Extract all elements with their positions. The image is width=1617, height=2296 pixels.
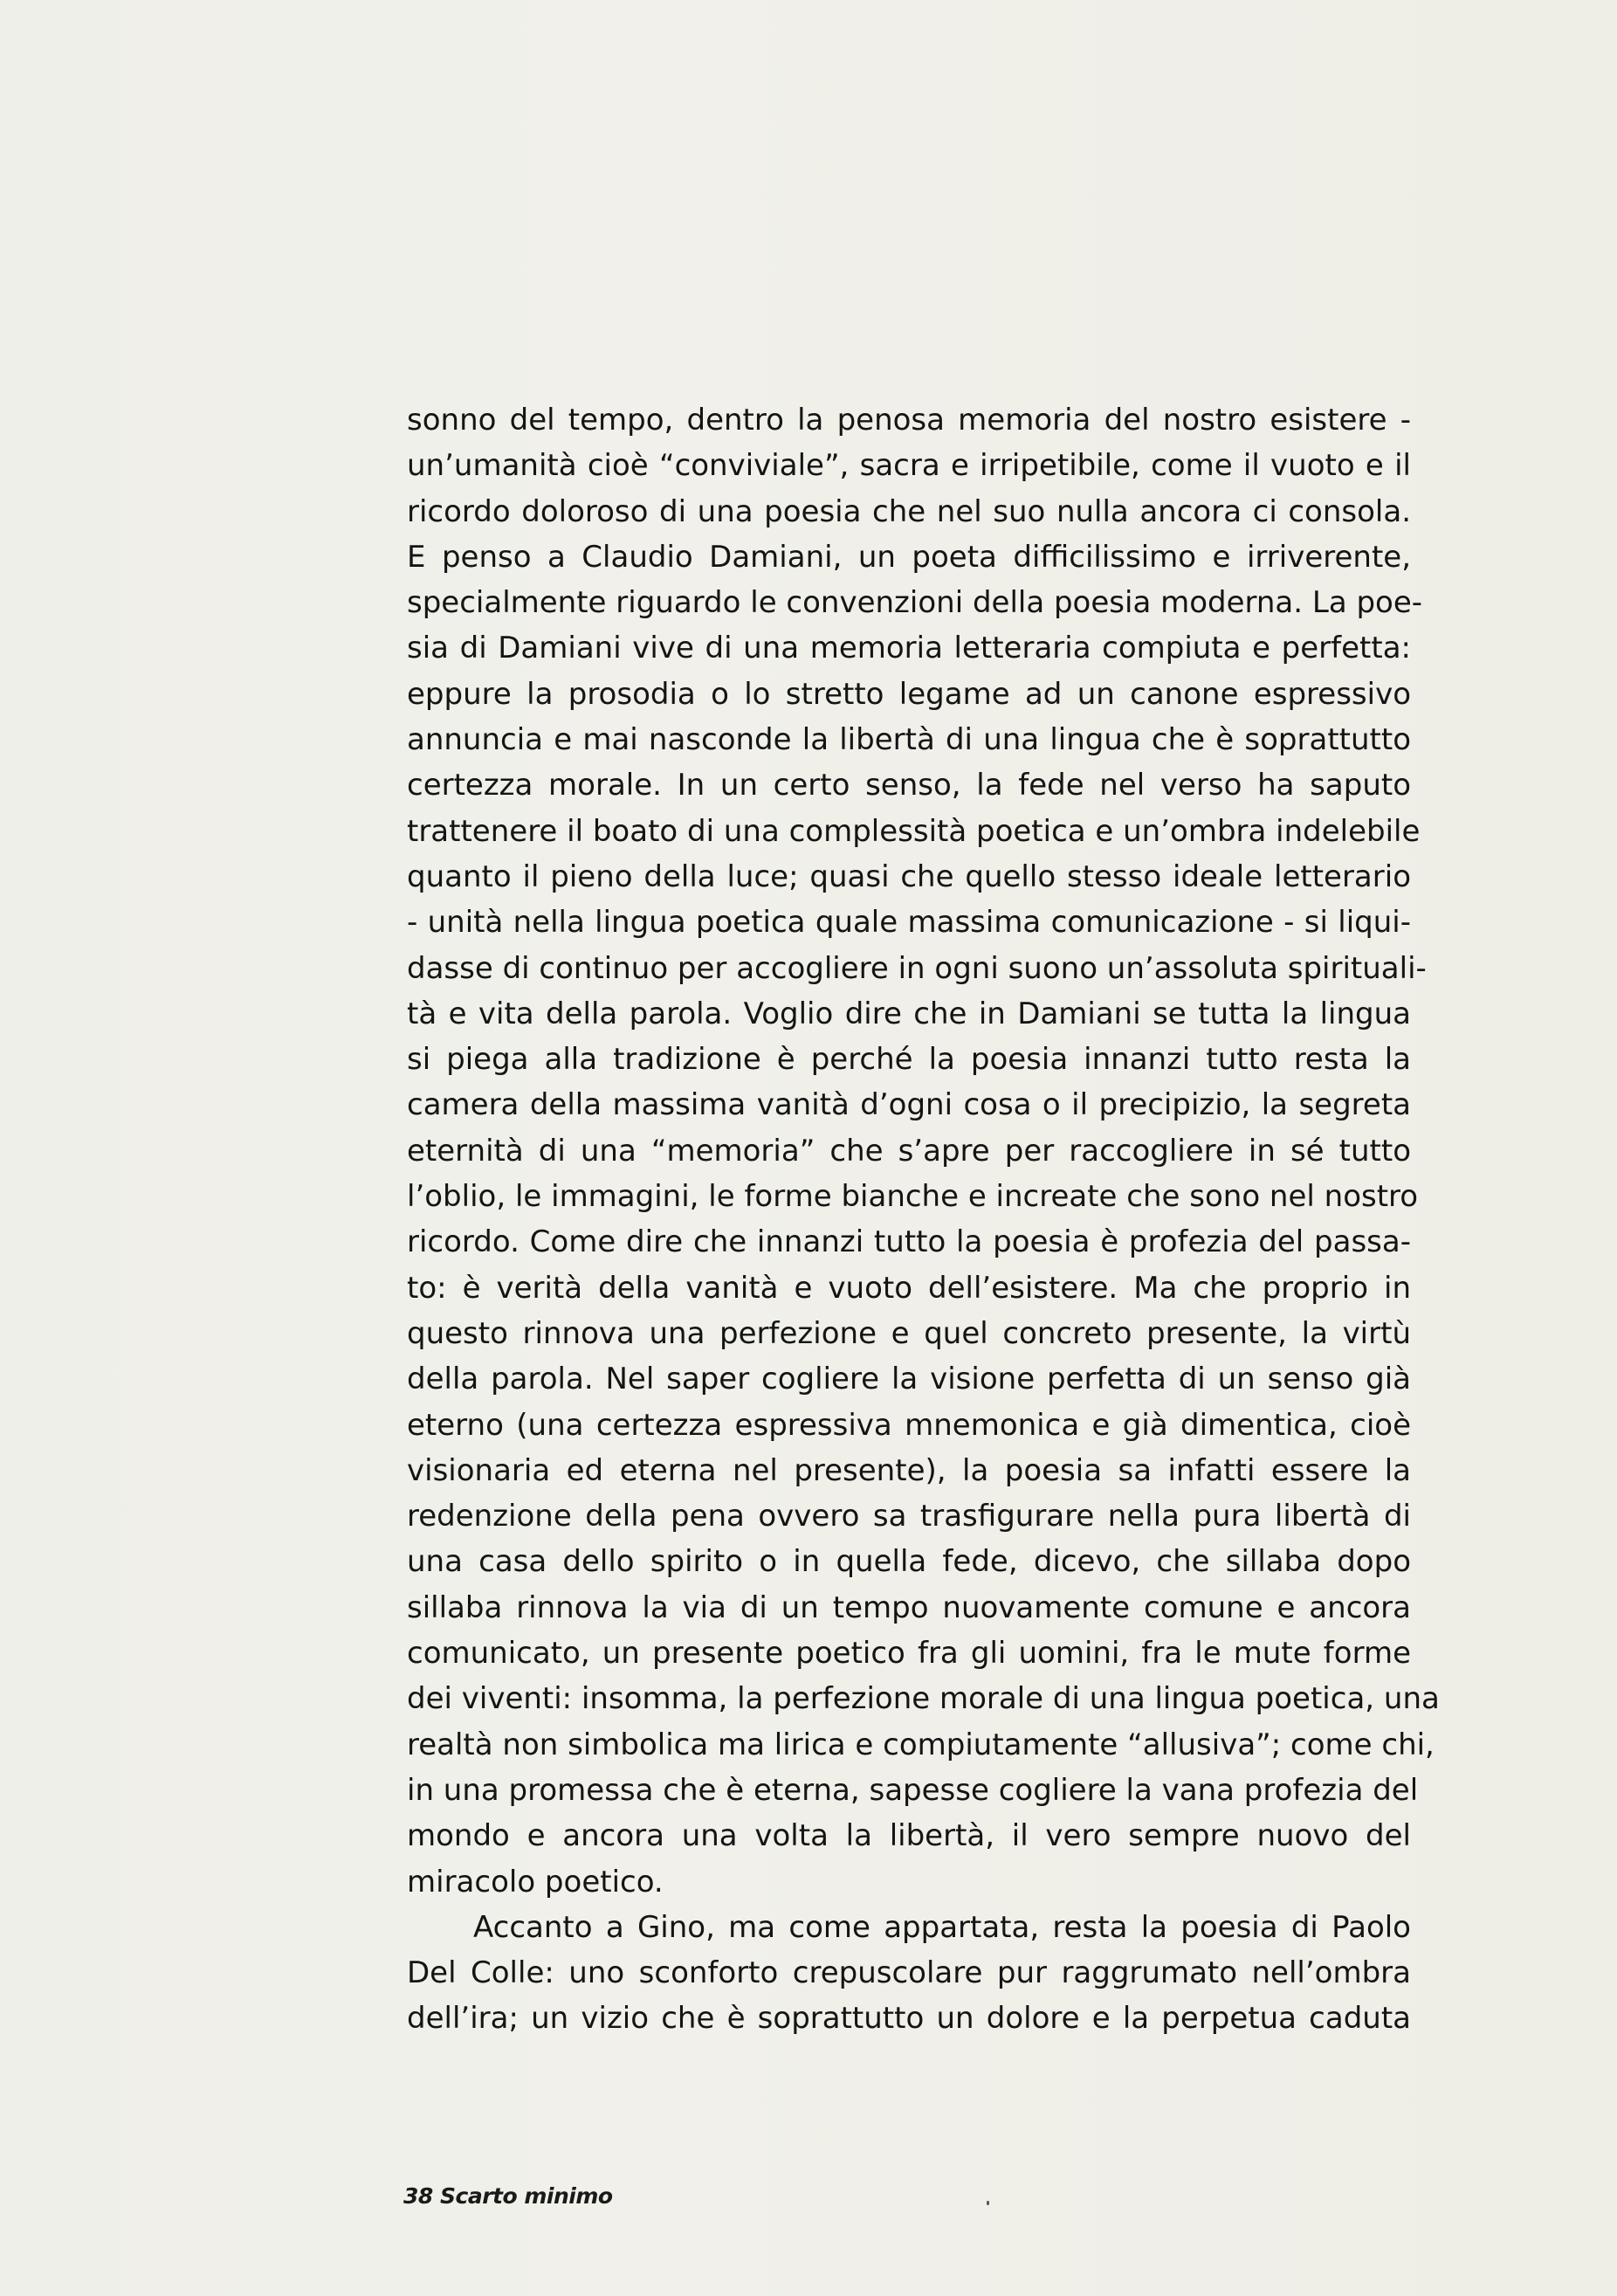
text-line: to: è verità della vanità e vuoto dell’esistere. Ma che proprio in [407, 1270, 1411, 1306]
text-line: ricordo. Come dire che innanzi tutto la poesia è profezia del passa- [407, 1224, 1411, 1260]
text-line: quanto il pieno della luce; quasi che quello stesso ideale letterario [407, 858, 1411, 894]
text-line: si piega alla tradizione è perché la poesia innanzi tutto resta la [407, 1042, 1411, 1078]
text-line: eppure la prosodia o lo stretto legame ad un canone espressivo [407, 676, 1411, 712]
text-line: comunicato, un presente poetico fra gli uomini, fra le mute forme [407, 1636, 1411, 1672]
text-line: sia di Damiani vive di una memoria letteraria compiuta e perfetta: [407, 631, 1411, 666]
text-line: camera della massima vanità d’ogni cosa o il precipizio, la segreta [407, 1087, 1411, 1123]
text-line: annuncia e mai nasconde la libertà di una lingua che è soprattutto [407, 722, 1411, 758]
text-line: realtà non simbolica ma lirica e compiutamente “allusiva”; come chi, [407, 1727, 1435, 1762]
text-line: dei viventi: insomma, la perfezione morale di una lingua poetica, una [407, 1681, 1440, 1717]
text-line: redenzione della pena ovvero sa trasfigurare nella pura libertà di [407, 1499, 1411, 1534]
text-line: mondo e ancora una volta la libertà, il vero sempre nuovo del [407, 1818, 1411, 1854]
text-line: una casa dello spirito o in quella fede, dicevo, che sillaba dopo [407, 1544, 1411, 1580]
text-line: sonno del tempo, dentro la penosa memoria del nostro esistere - [407, 403, 1411, 438]
text-line: eterno (una certezza espressiva mnemonica e già dimentica, cioè [407, 1407, 1411, 1443]
text-line: sillaba rinnova la via di un tempo nuovamente comune e ancora [407, 1589, 1411, 1625]
text-line: dell’ira; un vizio che è soprattutto un dolore e la perpetua caduta [407, 2001, 1411, 2037]
text-line: dasse di continuo per accogliere in ogni suono un’assoluta spirituali- [407, 950, 1427, 986]
text-line: E penso a Claudio Damiani, un poeta difficilissimo e irriverente, [407, 539, 1411, 575]
text-line: ricordo doloroso di una poesia che nel suo nulla ancora ci consola. [407, 493, 1411, 529]
text-line: miracolo poetico. [407, 1864, 664, 1900]
text-line: l’oblio, le immagini, le forme bianche e increate che sono nel nostro [407, 1179, 1419, 1215]
text-line: eternità di una “memoria” che s’apre per raccogliere in sé tutto [407, 1133, 1411, 1169]
text-line: specialmente riguardo le convenzioni della poesia moderna. La poe- [407, 585, 1423, 621]
text-line: della parola. Nel saper cogliere la visione perfetta di un senso già [407, 1362, 1411, 1397]
text-line: Accanto a Gino, ma come appartata, resta la poesia di Paolo [473, 1909, 1411, 1945]
text-line: in una promessa che è eterna, sapesse cogliere la vana profezia del [407, 1772, 1419, 1808]
body-text [407, 397, 1440, 2042]
page-footer: 38 Scarto minimo [403, 2183, 613, 2209]
text-line: questo rinnova una perfezione e quel concreto presente, la virtù [407, 1315, 1411, 1351]
text-line: un’umanità cioè “conviviale”, sacra e irripetibile, come il vuoto e il [407, 448, 1411, 484]
text-line: Del Colle: uno sconforto crepuscolare pur raggrumato nell’ombra [407, 1955, 1411, 1991]
text-line: certezza morale. In un certo senso, la fede nel verso ha saputo [407, 768, 1411, 803]
text-line: trattenere il boato di una complessità poetica e un’ombra indelebile [407, 813, 1421, 849]
paper-speck [987, 2201, 989, 2205]
text-line: - unità nella lingua poetica quale massima comunicazione - si liqui- [407, 905, 1411, 941]
text-line: visionaria ed eterna nel presente), la poesia sa infatti essere la [407, 1452, 1411, 1488]
text-line: tà e vita della parola. Voglio dire che in Damiani se tutta la lingua [407, 996, 1411, 1031]
